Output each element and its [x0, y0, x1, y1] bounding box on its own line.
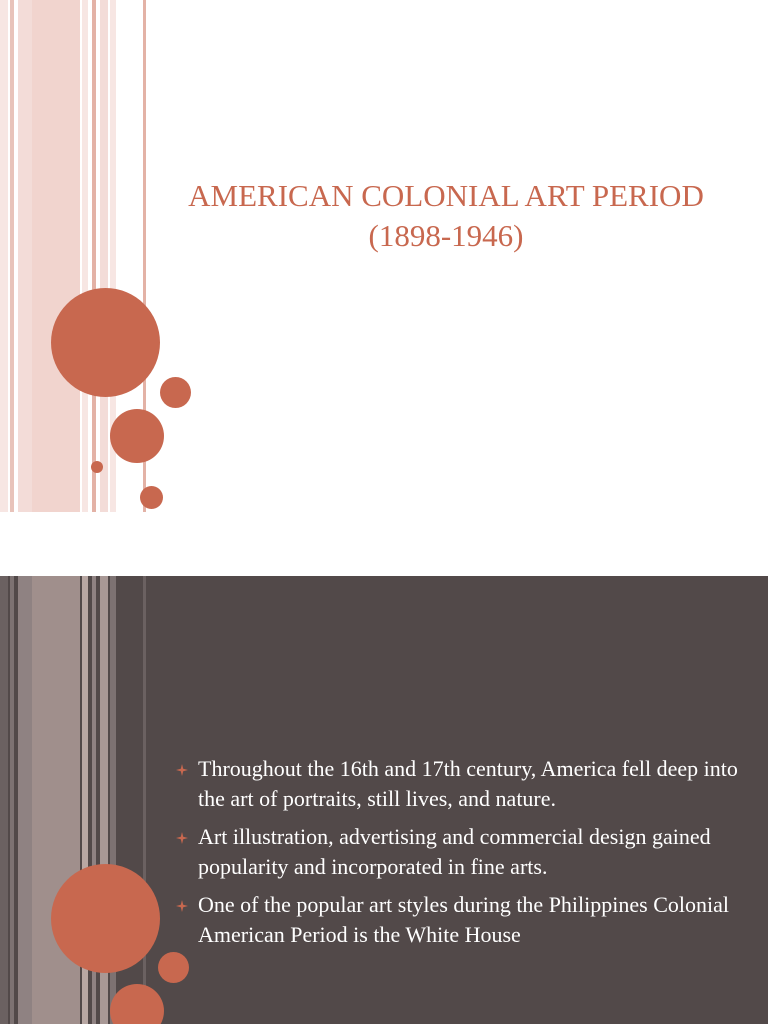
decorative-stripe [92, 0, 96, 512]
decorative-stripe [100, 0, 108, 512]
diamond-bullet-icon [176, 832, 188, 844]
decorative-circle [140, 486, 163, 509]
content-slide [0, 576, 768, 1024]
list-item [176, 822, 746, 882]
slide-gap [0, 512, 768, 576]
decorative-circle [160, 377, 191, 408]
title-line-1: AMERICAN COLONIAL ART PERIOD [188, 178, 704, 213]
list-item [176, 890, 746, 950]
bullet-text: One of the popular art styles during the Philippines Colonial American Period is the White House [198, 892, 729, 947]
decorative-circle [110, 409, 164, 463]
decorative-circle [91, 461, 103, 473]
bullet-text: Art illustration, advertising and commercial design gained popularity and incorporated in fine arts. [198, 824, 711, 879]
decorative-stripe [82, 0, 88, 512]
decorative-stripe [10, 576, 14, 1024]
decorative-stripe [32, 0, 80, 512]
bullet-text: Throughout the 16th and 17th century, America fell deep into the art of portraits, still lives, and nature. [198, 756, 738, 811]
decorative-stripe [0, 0, 8, 512]
list-item [176, 754, 746, 814]
decorative-circle [51, 864, 160, 973]
slide-title [140, 176, 752, 256]
decorative-circle [110, 984, 164, 1024]
diamond-bullet-icon [176, 900, 188, 912]
bullet-list [176, 754, 746, 958]
decorative-stripe [18, 576, 32, 1024]
decorative-circle [51, 288, 160, 397]
diamond-bullet-icon [176, 764, 188, 776]
decorative-stripe [0, 576, 8, 1024]
decorative-stripe [18, 0, 32, 512]
decorative-stripe [10, 0, 14, 512]
title-line-2: (1898-1946) [368, 218, 524, 253]
